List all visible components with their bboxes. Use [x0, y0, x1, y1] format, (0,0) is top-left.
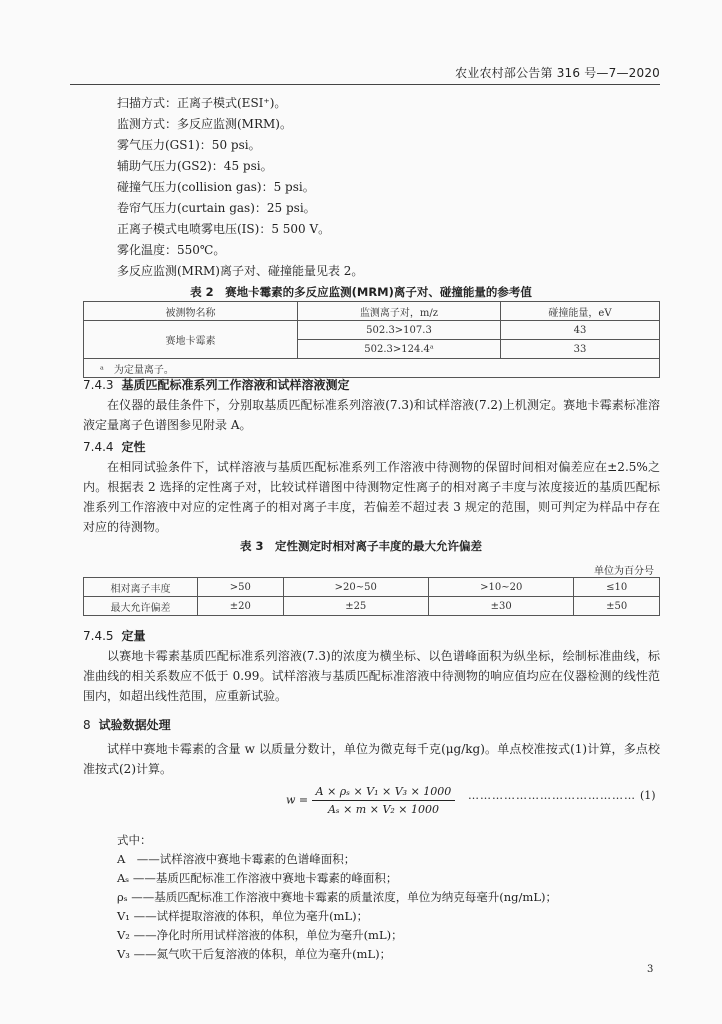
equation-lhs: w =: [286, 793, 309, 807]
equation-leader-dots: ……………………………………: [468, 789, 636, 802]
table3-caption: 表 3 定性测定时相对离子丰度的最大允许偏差: [239, 539, 482, 553]
param-line: 卷帘气压力(curtain gas)：25 psi。: [117, 201, 316, 215]
page-header: 农业农村部公告第 316 号—7—2020: [455, 66, 660, 80]
section-number: 8: [83, 718, 91, 732]
equation-1: [286, 785, 455, 816]
table3-cell: >20~50: [283, 578, 428, 597]
header-rule: [70, 84, 660, 85]
section-title: 定性: [121, 440, 146, 454]
table3-cell: ≤10: [574, 578, 660, 597]
section-number: 7.4.3: [83, 378, 114, 392]
table2-cell: 502.3>107.3: [298, 321, 501, 340]
table2-footnote: ᵃ 为定量离子。: [84, 359, 660, 378]
param-line: 雾化温度：550℃。: [117, 243, 226, 257]
table3-cell: ±20: [198, 597, 284, 616]
section-7-4-4-text: 在相同试验条件下，试样溶液与基质匹配标准系列工作溶液中待测物的保留时间相对偏差应在±2.5%之内。根据表 2 选择的定性离子对，比较试样谱图中待测物定性离子的相对离子丰度与浓度接近的基质匹配标准系列工作溶液中对应的定性离子的相对离子丰度，若偏差不超过表 3 规定的范围，则可判定为样品中存在对应的待测物。: [83, 460, 660, 534]
table3-row-label: 最大允许偏差: [84, 597, 198, 616]
param-line: 扫描方式：正离子模式(ESI⁺)。: [117, 96, 287, 110]
table3-unit: 单位为百分号: [594, 566, 654, 577]
table3-cell: ±30: [428, 597, 573, 616]
table2-analyte: 赛地卡霉素: [84, 321, 298, 359]
section-7-4-4-heading: [83, 438, 146, 455]
section-7-4-3-text: 在仪器的最佳条件下，分别取基质匹配标准系列溶液(7.3)和试样溶液(7.2)上机测定。赛地卡霉素标准溶液定量离子色谱图参见附录 A。: [83, 398, 660, 432]
page-number: 3: [647, 964, 654, 975]
section-7-4-5-heading: [83, 627, 146, 644]
param-line: 多反应监测(MRM)离子对、碰撞能量见表 2。: [117, 264, 364, 278]
param-line: 监测方式：多反应监测(MRM)。: [117, 117, 292, 131]
table3-cell: ±25: [283, 597, 428, 616]
table2-header: 监测离子对，m/z: [298, 302, 501, 321]
equation-numerator: A × ρₛ × V₁ × V₃ × 1000: [312, 785, 456, 801]
section-title: 定量: [121, 629, 146, 643]
where-line: ρₛ ——基质匹配标准工作溶液中赛地卡霉素的质量浓度，单位为纳克每毫升(ng/mL)；: [117, 890, 557, 904]
table2-cell: 33: [501, 340, 660, 359]
where-line: V₂ ——净化时所用试样溶液的体积，单位为毫升(mL)；: [117, 928, 403, 942]
section-title: 试验数据处理: [98, 718, 171, 732]
table2-header: 被测物名称: [84, 302, 298, 321]
section-title: 基质匹配标准系列工作溶液和试样溶液测定: [121, 378, 350, 392]
table2-cell: 502.3>124.4ᵃ: [298, 340, 501, 359]
table3-row-label: 相对离子丰度: [84, 578, 198, 597]
table2-header: 碰撞能量，eV: [501, 302, 660, 321]
table3-cell: ±50: [574, 597, 660, 616]
table3-cell: >10~20: [428, 578, 573, 597]
equation-fraction: [312, 785, 456, 816]
where-line: V₁ ——试样提取溶液的体积，单位为毫升(mL)；: [117, 909, 369, 923]
equation-number: (1): [640, 789, 656, 802]
param-line: 正离子模式电喷雾电压(IS)：5 500 V。: [117, 222, 331, 236]
where-line: 式中：: [117, 833, 152, 847]
section-8-heading: [83, 716, 171, 733]
table2: [83, 301, 660, 378]
where-line: A ——试样溶液中赛地卡霉素的色谱峰面积；: [117, 852, 356, 866]
section-7-4-5-text: 以赛地卡霉素基质匹配标准系列溶液(7.3)的浓度为横坐标、以色谱峰面积为纵坐标，绘制标准曲线，标准曲线的相关系数应不低于 0.99。试样溶液与基质匹配标准溶液中待测物的响应值均应在仪器检测的线性范围内，如超出线性范围，应重新试验。: [83, 649, 660, 703]
section-8-text: 试样中赛地卡霉素的含量 w 以质量分数计，单位为微克每千克(μg/kg)。单点校准按式(1)计算，多点校准按式(2)计算。: [83, 742, 660, 776]
section-number: 7.4.5: [83, 629, 114, 643]
where-line: V₃ ——氮气吹干后复溶液的体积，单位为毫升(mL)；: [117, 947, 392, 961]
param-line: 雾气压力(GS1)：50 psi。: [117, 138, 261, 152]
table2-caption: 表 2 赛地卡霉素的多反应监测(MRM)离子对、碰撞能量的参考值: [190, 285, 532, 299]
param-line: 碰撞气压力(collision gas)：5 psi。: [117, 180, 315, 194]
table2-cell: 43: [501, 321, 660, 340]
section-7-4-3-heading: [83, 376, 350, 393]
param-line: 辅助气压力(GS2)：45 psi。: [117, 159, 273, 173]
equation-denominator: Aₛ × m × V₂ × 1000: [327, 803, 439, 816]
section-number: 7.4.4: [83, 440, 114, 454]
where-line: Aₛ ——基质匹配标准工作溶液中赛地卡霉素的峰面积；: [117, 871, 398, 885]
table3: [83, 577, 660, 616]
table3-cell: >50: [198, 578, 284, 597]
